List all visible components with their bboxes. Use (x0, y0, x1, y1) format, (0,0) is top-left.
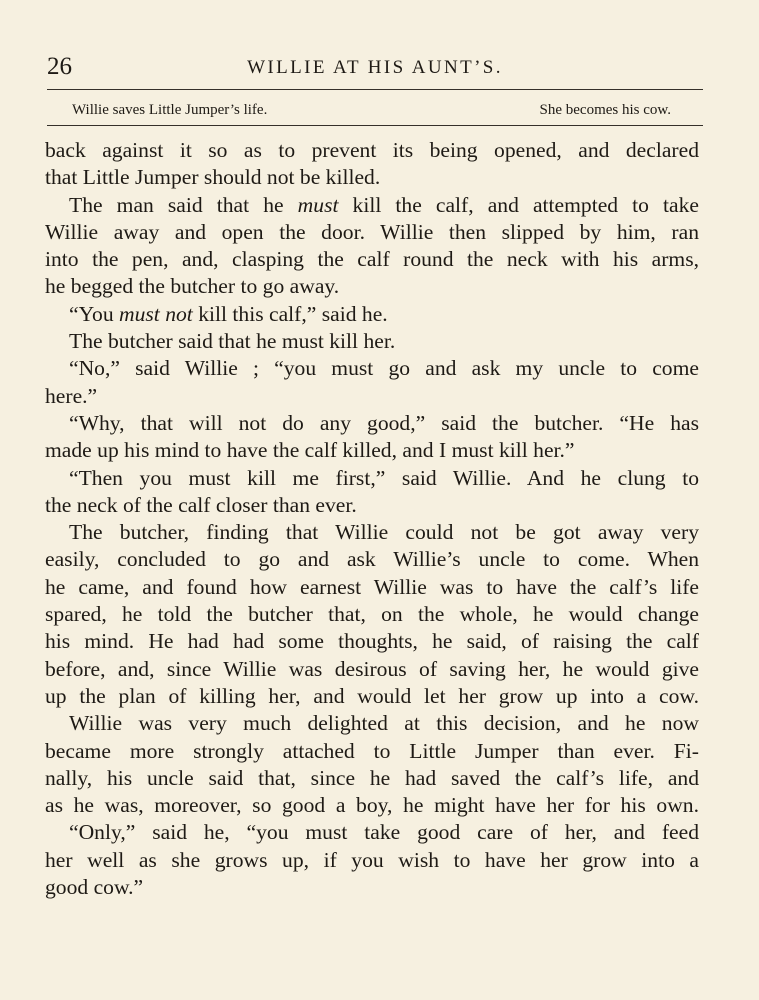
text-line (45, 219, 699, 246)
chapter-subheads (72, 100, 671, 120)
text-line-part: The butcher said that he must kill her. (69, 329, 396, 354)
text-line (45, 874, 699, 901)
text-line (45, 601, 699, 628)
text-line-part: his mind. He had had some thoughts, he said, of raising the calf (45, 629, 699, 654)
text-line-part: “Why, that will not do any good,” said the butcher. “He has (69, 410, 699, 435)
text-line (45, 628, 699, 655)
text-line-part: here.” (45, 383, 98, 408)
text-line (45, 246, 699, 273)
running-title: WILLIE AT HIS AUNT’S. (247, 57, 503, 78)
text-line-part: good cow.” (45, 875, 144, 900)
text-line (45, 492, 699, 519)
text-line-part: made up his mind to have the calf killed, and I must kill her.” (45, 438, 575, 463)
text-line-part: before, and, since Willie was desirous of saving her, he would give (45, 656, 699, 681)
text-line-part: kill this calf,” said he. (192, 301, 388, 326)
text-line (45, 192, 699, 219)
page-number: 26 (47, 53, 72, 80)
text-line (45, 738, 699, 765)
text-line-part: Willie was very much delighted at this decision, and he now (69, 711, 699, 736)
text-line (45, 574, 699, 601)
text-line-part: the neck of the calf closer than ever. (45, 492, 357, 517)
text-line-part: Willie away and open the door. Willie then slipped by him, ran (45, 219, 699, 244)
text-line-part: “No,” said Willie ; “you must go and ask my uncle to come (69, 356, 699, 381)
emphasis-text: must not (119, 301, 193, 326)
text-line-part: easily, concluded to go and ask Willie’s uncle to come. When (45, 547, 699, 572)
text-line (45, 273, 699, 300)
text-line (45, 137, 699, 164)
text-line-part: he came, and found how earnest Willie was to have the calf’s life (45, 574, 699, 599)
text-line (45, 683, 699, 710)
text-line (45, 519, 699, 546)
text-line (45, 847, 699, 874)
text-line (45, 765, 699, 792)
text-line (45, 819, 699, 846)
text-line (45, 164, 699, 191)
body-text (45, 137, 699, 901)
text-line-part: he begged the butcher to go away. (45, 274, 340, 299)
text-line-part: “Only,” said he, “you must take good care of her, and feed (69, 820, 699, 845)
text-line-part: that Little Jumper should not be killed. (45, 165, 381, 190)
text-line (45, 465, 699, 492)
text-line-part: spared, he told the butcher that, on the whole, he would change (45, 602, 699, 627)
text-line (45, 792, 699, 819)
text-line (45, 546, 699, 573)
subhead-left: Willie saves Little Jumper’s life. (72, 102, 268, 118)
subhead-right: She becomes his cow. (539, 102, 671, 118)
header-rule-top (47, 89, 703, 90)
text-line-part: nally, his uncle said that, since he had saved the calf’s life, and (45, 765, 699, 790)
page-header (47, 52, 703, 86)
text-line (45, 383, 699, 410)
text-line (45, 328, 699, 355)
text-line-part: The man said that he (69, 192, 298, 217)
text-line (45, 355, 699, 382)
text-line-part: back against it so as to prevent its being opened, and declared (45, 138, 699, 162)
header-rule-bottom (47, 125, 703, 126)
text-line-part: kill the calf, and attempted to take (338, 192, 699, 217)
emphasis-text: must (297, 192, 339, 217)
text-line (45, 437, 699, 464)
text-line (45, 656, 699, 683)
text-line-part: became more strongly attached to Little Jumper than ever. Fi- (45, 738, 699, 763)
text-line-part: “You (69, 301, 120, 326)
text-line-part: up the plan of killing her, and would let her grow up into a cow. (45, 683, 699, 708)
text-line (45, 301, 699, 328)
text-line (45, 410, 699, 437)
text-line (45, 710, 699, 737)
text-line-part: The butcher, finding that Willie could not be got away very (69, 520, 699, 545)
text-line-part: into the pen, and, clasping the calf round the neck with his arms, (45, 247, 699, 272)
text-line-part: her well as she grows up, if you wish to have her grow into a (45, 847, 699, 872)
text-line-part: as he was, moreover, so good a boy, he might have her for his own. (45, 793, 699, 818)
text-line-part: “Then you must kill me first,” said Willie. And he clung to (69, 465, 699, 490)
